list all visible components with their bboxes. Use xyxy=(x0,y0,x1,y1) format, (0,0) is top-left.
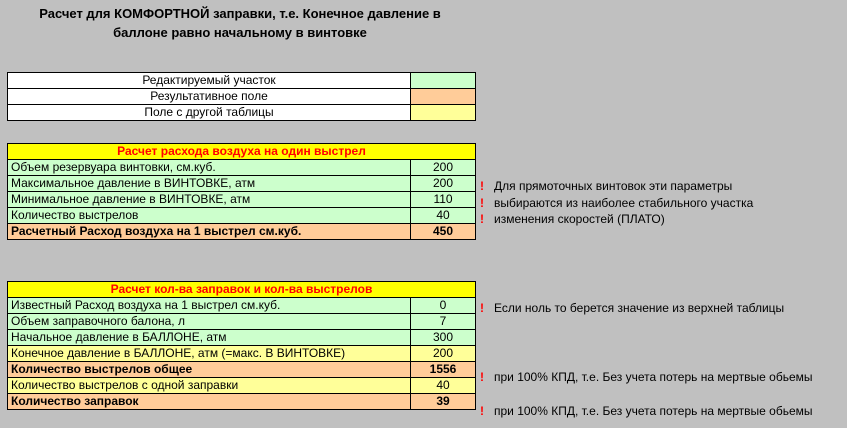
table-row xyxy=(8,314,476,330)
table-row xyxy=(8,176,476,192)
table-row xyxy=(8,208,476,224)
table-row xyxy=(8,330,476,346)
note-text: Для прямоточных винтовок эти параметры xyxy=(494,179,733,193)
note-efficiency-total xyxy=(480,370,813,385)
total-shots-value: 1556 xyxy=(411,362,476,378)
note-text: при 100% КПД, т.е. Без учета потерь на мертвые обьемы xyxy=(494,370,813,384)
tank-start-pressure-label: Начальное давление в БАЛЛОНЕ, атм xyxy=(8,330,411,346)
air-consumption-table xyxy=(7,143,476,240)
note-text: изменения скоростей (ПЛАТО) xyxy=(494,212,665,226)
table-row-result xyxy=(8,224,476,240)
shots-per-refill-value: 40 xyxy=(411,378,476,394)
rifle-volume-input[interactable]: 200 xyxy=(411,160,476,176)
note-efficiency-refills xyxy=(480,404,813,419)
tank-start-pressure-input[interactable]: 300 xyxy=(411,330,476,346)
rifle-min-pressure-input[interactable]: 110 xyxy=(411,192,476,208)
table-row xyxy=(8,346,476,362)
table1-header: Расчет расхода воздуха на один выстрел xyxy=(8,144,476,160)
note-stable-section xyxy=(480,196,753,211)
title-line-1: Расчет для КОМФОРТНОЙ заправки, т.е. Конечное давление в xyxy=(39,6,441,21)
known-air-per-shot-label: Известный Расход воздуха на 1 выстрел см.куб. xyxy=(8,298,411,314)
rifle-min-pressure-label: Минимальное давление в ВИНТОВКЕ, атм xyxy=(8,192,411,208)
note-plateau xyxy=(480,212,665,227)
table-row-result xyxy=(8,394,476,410)
warning-mark-icon: ! xyxy=(480,196,484,210)
legend-row-editable xyxy=(8,73,476,89)
legend-row-other-table xyxy=(8,105,476,121)
page-title xyxy=(0,4,480,42)
warning-mark-icon: ! xyxy=(480,404,484,418)
note-straight-flow-params xyxy=(480,179,732,194)
known-air-per-shot-input[interactable]: 0 xyxy=(411,298,476,314)
table2-header: Расчет кол-ва заправок и кол-ва выстрелов xyxy=(8,282,476,298)
legend-swatch-orange xyxy=(411,89,476,105)
legend-table xyxy=(7,72,476,121)
refill-count-value: 39 xyxy=(411,394,476,410)
legend-row-result xyxy=(8,89,476,105)
table-row xyxy=(8,298,476,314)
legend-label-result: Результативное поле xyxy=(8,89,411,105)
legend-swatch-green xyxy=(411,73,476,89)
table-row-result xyxy=(8,362,476,378)
legend-swatch-yellow xyxy=(411,105,476,121)
rifle-max-pressure-label: Максимальное давление в ВИНТОВКЕ, атм xyxy=(8,176,411,192)
table-row xyxy=(8,160,476,176)
total-shots-label: Количество выстрелов общее xyxy=(8,362,411,378)
warning-mark-icon: ! xyxy=(480,179,484,193)
rifle-max-pressure-input[interactable]: 200 xyxy=(411,176,476,192)
tank-end-pressure-value: 200 xyxy=(411,346,476,362)
rifle-volume-label: Объем резервуара винтовки, см.куб. xyxy=(8,160,411,176)
shots-per-refill-label: Количество выстрелов с одной заправки xyxy=(8,378,411,394)
shot-count-input[interactable]: 40 xyxy=(411,208,476,224)
tank-volume-label: Объем заправочного балона, л xyxy=(8,314,411,330)
note-text: при 100% КПД, т.е. Без учета потерь на мертвые обьемы xyxy=(494,404,813,418)
tank-volume-input[interactable]: 7 xyxy=(411,314,476,330)
air-per-shot-value: 450 xyxy=(411,224,476,240)
note-text: выбираются из наиболее стабильного участка xyxy=(494,196,754,210)
warning-mark-icon: ! xyxy=(480,301,484,315)
air-per-shot-label: Расчетный Расход воздуха на 1 выстрел см.куб. xyxy=(8,224,411,240)
refill-calculation-table xyxy=(7,281,476,410)
note-zero-uses-upper xyxy=(480,301,784,316)
table1-header-row xyxy=(8,144,476,160)
legend-label-other-table: Поле с другой таблицы xyxy=(8,105,411,121)
note-text: Если ноль то берется значение из верхней таблицы xyxy=(494,301,785,315)
title-line-2: баллоне равно начальному в винтовке xyxy=(113,25,367,40)
warning-mark-icon: ! xyxy=(480,212,484,226)
tank-end-pressure-label: Конечное давление в БАЛЛОНЕ, атм (=макс. В ВИНТОВКЕ) xyxy=(8,346,411,362)
legend-label-editable: Редактируемый участок xyxy=(8,73,411,89)
shot-count-label: Количество выстрелов xyxy=(8,208,411,224)
warning-mark-icon: ! xyxy=(480,370,484,384)
table-row xyxy=(8,378,476,394)
refill-count-label: Количество заправок xyxy=(8,394,411,410)
table2-header-row xyxy=(8,282,476,298)
table-row xyxy=(8,192,476,208)
